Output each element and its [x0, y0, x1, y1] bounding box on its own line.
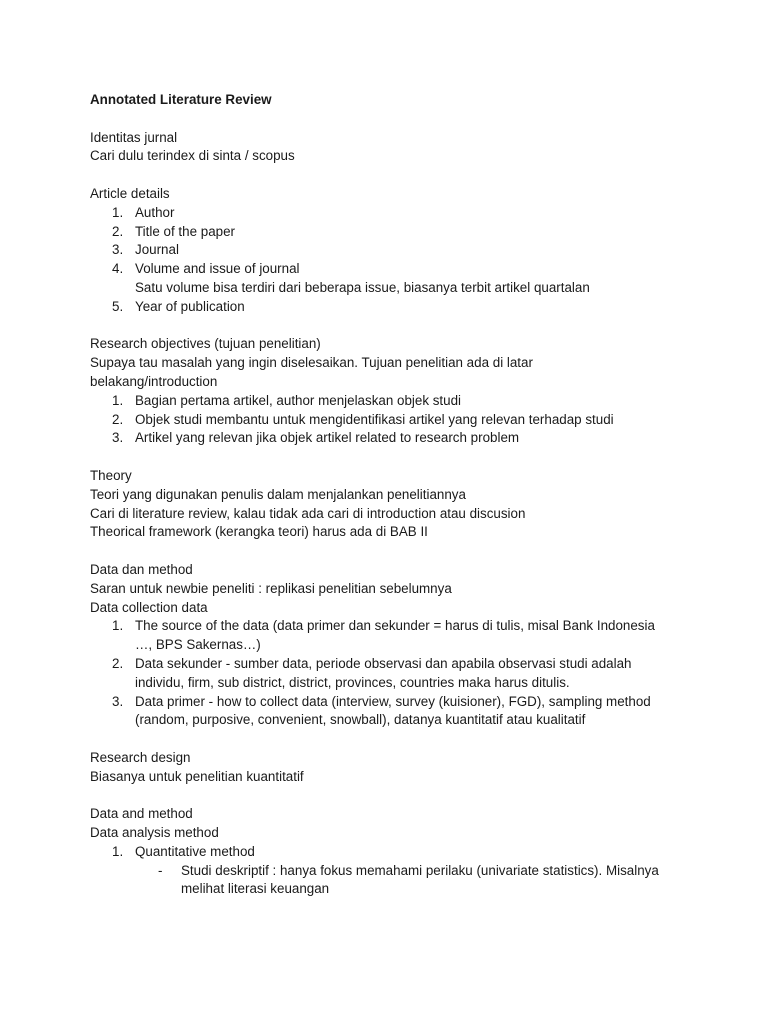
paragraph: Biasanya untuk penelitian kuantitatif [90, 768, 304, 784]
section-data-and-method [90, 805, 730, 899]
section-theory [90, 467, 730, 542]
list-number: 3. [112, 242, 124, 258]
list-item-text: (random, purposive, convenient, snowball), datanya kuantitatif atau kualitatif [135, 712, 586, 728]
section-heading: Identitas jurnal [90, 129, 178, 145]
section-identitas-jurnal [90, 129, 730, 167]
section-article-details [90, 185, 730, 317]
list-number: 3. [112, 430, 124, 446]
list-number: 3. [112, 693, 124, 709]
list-item-text: Studi deskriptif : hanya fokus memahami perilaku (univariate statistics). Misalnya [181, 862, 659, 878]
list-item-text: Author [135, 204, 175, 220]
list-item-text: Data primer - how to collect data (interview, survey (kuisioner), FGD), sampling method [135, 693, 651, 709]
list-item-text: Data sekunder - sumber data, periode observasi dan apabila observasi studi adalah [135, 655, 632, 671]
paragraph-line: Theorical framework (kerangka teori) harus ada di BAB II [90, 524, 428, 540]
document-page [90, 91, 730, 899]
numbered-list [90, 843, 730, 862]
list-item-text: Quantitative method [135, 843, 255, 859]
list-item-text: Bagian pertama artikel, author menjelaskan objek studi [135, 392, 462, 408]
section-heading: Data dan method [90, 561, 193, 577]
list-item [90, 617, 730, 655]
list-item-text: The source of the data (data primer dan sekunder = harus di tulis, misal Bank Indonesia [135, 618, 655, 634]
paragraph-line: Data analysis method [90, 825, 219, 841]
list-item [90, 655, 730, 693]
numbered-list [90, 204, 730, 317]
list-item [90, 223, 730, 242]
list-item [90, 693, 730, 731]
list-number: 1. [112, 204, 124, 220]
numbered-list [90, 392, 730, 448]
dash-list [90, 862, 730, 900]
list-item-text: Objek studi membantu untuk mengidentifikasi artikel yang relevan terhadap studi [135, 411, 614, 427]
section-heading: Article details [90, 185, 170, 201]
list-item-text: melihat literasi keuangan [181, 881, 330, 897]
section-research-design [90, 749, 730, 787]
list-item [90, 429, 730, 448]
list-item [90, 298, 730, 317]
list-number: 1. [112, 843, 124, 859]
list-item-text: individu, firm, sub district, district, provinces, countries maka harus ditulis. [135, 674, 570, 690]
list-number: 2. [112, 411, 124, 427]
paragraph-line: Teori yang digunakan penulis dalam menjalankan penelitiannya [90, 486, 466, 502]
list-item [90, 260, 730, 298]
list-item [90, 204, 730, 223]
section-data-dan-method [90, 561, 730, 730]
list-item-text: Title of the paper [135, 223, 235, 239]
paragraph-line: Saran untuk newbie peneliti : replikasi penelitian sebelumnya [90, 580, 452, 596]
section-heading: Theory [90, 467, 132, 483]
list-item-text: Volume and issue of journal [135, 261, 300, 277]
list-item [90, 843, 730, 862]
list-item-text: Journal [135, 242, 179, 258]
list-number: 5. [112, 298, 124, 314]
list-item-text: …, BPS Sakernas…) [135, 637, 261, 653]
paragraph-line: Cari di literature review, kalau tidak ada cari di introduction atau discusion [90, 505, 526, 521]
paragraph-line: Data collection data [90, 599, 208, 615]
list-item-subtext: Satu volume bisa terdiri dari beberapa issue, biasanya terbit artikel quartalan [135, 279, 590, 295]
paragraph-line: Supaya tau masalah yang ingin diselesaikan. Tujuan penelitian ada di latar [90, 355, 533, 371]
dash-bullet: - [158, 862, 163, 878]
numbered-list [90, 617, 730, 730]
list-item [90, 392, 730, 411]
list-item-text: Year of publication [135, 298, 245, 314]
list-item-text: Artikel yang relevan jika objek artikel related to research problem [135, 430, 520, 446]
list-number: 2. [112, 223, 124, 239]
paragraph: Cari dulu terindex di sinta / scopus [90, 148, 295, 164]
section-research-objectives [90, 335, 730, 448]
list-number: 4. [112, 261, 124, 277]
list-item [90, 411, 730, 430]
list-number: 1. [112, 392, 124, 408]
section-heading: Research design [90, 749, 191, 765]
list-number: 2. [112, 655, 124, 671]
document-title: Annotated Literature Review [90, 92, 272, 107]
dash-list-item [90, 862, 730, 900]
paragraph-line: belakang/introduction [90, 373, 218, 389]
section-heading: Research objectives (tujuan penelitian) [90, 336, 321, 352]
list-number: 1. [112, 618, 124, 634]
section-heading: Data and method [90, 806, 193, 822]
list-item [90, 241, 730, 260]
